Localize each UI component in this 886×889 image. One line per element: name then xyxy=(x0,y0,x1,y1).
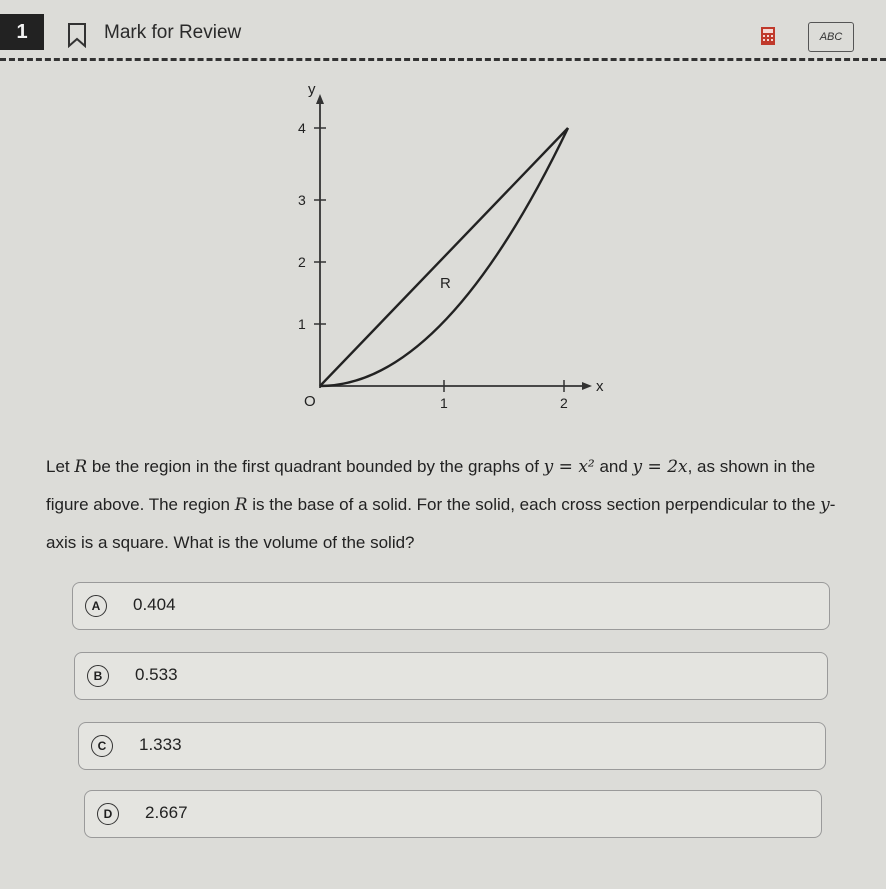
bookmark-icon[interactable] xyxy=(66,22,88,48)
top-bar xyxy=(0,0,886,62)
answer-choice-b[interactable] xyxy=(74,652,828,700)
mark-for-review-label[interactable]: Mark for Review xyxy=(104,22,242,43)
question-number: 1 xyxy=(0,14,44,50)
y-tick-label-3: 3 xyxy=(298,192,306,208)
y-tick-label-2: 2 xyxy=(298,254,306,270)
choice-letter-c: C xyxy=(91,735,113,757)
question-text: Let R be the region in the first quadrant bounded by the graphs of y = x² and y = 2x, as shown in the figure above. The region R is the base of a solid. For the solid, each cross section perpendicular to the y-axis is a square. What is the volume of the solid? xyxy=(46,457,836,552)
calculator-icon[interactable] xyxy=(760,26,776,46)
choice-value-a: 0.404 xyxy=(133,595,176,614)
y-axis-label: y xyxy=(308,81,316,98)
answer-choice-c[interactable] xyxy=(78,722,826,770)
choice-value-b: 0.533 xyxy=(135,665,178,684)
choice-letter-d: D xyxy=(97,803,119,825)
header-divider xyxy=(0,58,886,61)
equation-line: y = 2x xyxy=(632,457,688,477)
choice-letter-a: A xyxy=(85,595,107,617)
x-tick-label-2: 2 xyxy=(560,395,568,411)
line-y-equals-2x xyxy=(320,128,568,386)
y-tick-label-4: 4 xyxy=(298,120,306,136)
x-axis-label: x xyxy=(596,378,604,395)
origin-label: O xyxy=(304,393,316,410)
equation-parabola: y = x² xyxy=(543,457,595,477)
graph-figure xyxy=(230,70,630,420)
abc-annotate-icon[interactable]: ABC xyxy=(808,22,854,52)
answer-choice-a[interactable] xyxy=(72,582,830,630)
y-axis-arrow xyxy=(316,94,324,104)
answer-choice-d[interactable] xyxy=(84,790,822,838)
x-tick-label-1: 1 xyxy=(440,395,448,411)
y-tick-label-1: 1 xyxy=(298,316,306,332)
choice-value-d: 2.667 xyxy=(145,803,188,822)
choice-value-c: 1.333 xyxy=(139,735,182,754)
choice-letter-b: B xyxy=(87,665,109,687)
x-axis-arrow xyxy=(582,382,592,390)
region-label: R xyxy=(440,275,451,292)
